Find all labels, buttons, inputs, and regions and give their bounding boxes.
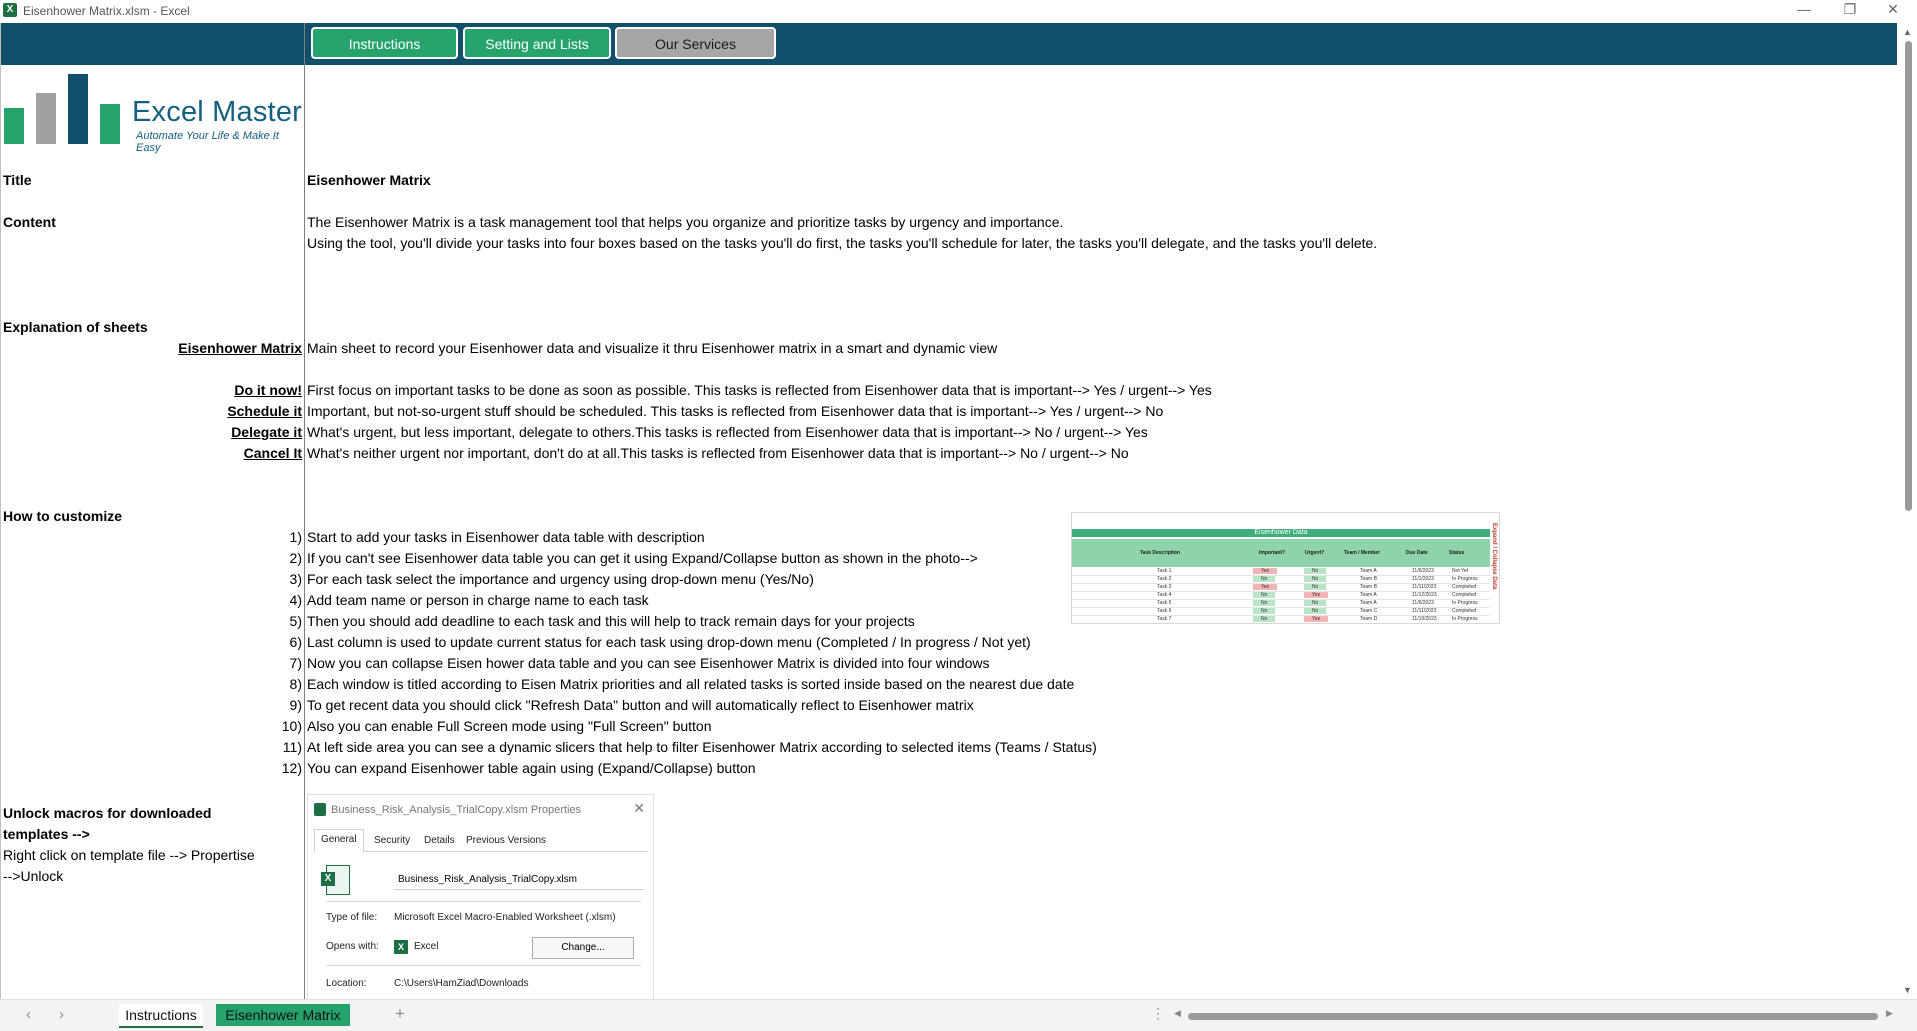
preview-cell: No [1253, 600, 1275, 606]
preview-cell: Not Yet [1452, 568, 1469, 574]
explanation-label: Explanation of sheets [3, 319, 148, 335]
dialog-title: Business_Risk_Analysis_TrialCopy.xlsm Properties [331, 804, 582, 816]
preview-cell: 11/19/2023 [1412, 616, 1437, 622]
column-divider [304, 23, 305, 999]
tab-details: Details [424, 835, 455, 846]
preview-cell: 11/11/2023 [1412, 608, 1437, 614]
close-icon: ✕ [633, 800, 645, 816]
preview-header: Eisenhower Data [1072, 529, 1490, 537]
tab-security: Security [374, 835, 411, 846]
preview-col: Task Description [1140, 550, 1180, 556]
next-sheet-icon[interactable]: › [59, 1006, 64, 1023]
setting-and-lists-button[interactable]: Setting and Lists [463, 27, 611, 59]
preview-cell: Team A [1360, 600, 1377, 606]
step-text: Now you can collapse Eisen hower data table and you can see Eisenhower Matrix is divided into four windows [307, 655, 990, 671]
step-text: For each task select the importance and urgency using drop-down menu (Yes/No) [307, 571, 814, 587]
step-number: 10) [281, 718, 302, 734]
location-label: Location: [326, 978, 367, 989]
preview-cell: No [1304, 576, 1326, 582]
preview-cell: Task 2 [1157, 576, 1172, 582]
eisenhower-data-preview-image [1071, 512, 1500, 624]
preview-cell: No [1304, 608, 1326, 614]
preview-cell: Task 7 [1157, 616, 1172, 622]
unlock-label-1: Unlock macros for downloaded [3, 805, 212, 821]
file-properties-dialog-image [307, 794, 654, 1001]
preview-cell: No [1304, 568, 1326, 574]
content-line-2: Using the tool, you'll divide your tasks into four boxes based on the tasks you'll do first, the tasks you'll schedule for later, the tasks you'll delegate, and the tasks you'll delete. [307, 235, 1378, 251]
scroll-left-icon[interactable]: ◀ [1174, 1008, 1181, 1018]
preview-cell: 11/12/2023 [1412, 592, 1437, 598]
preview-row [1072, 592, 1490, 600]
location-value: C:\Users\HamZiad\Downloads [394, 978, 529, 989]
preview-row [1072, 576, 1490, 584]
desc-schedule-it: Important, but not-so-urgent stuff should be scheduled. This tasks is reflected from Eisenhower data that is important--> Yes / urgent--> No [307, 403, 1164, 419]
step-text: You can expand Eisenhower table again using (Expand/Collapse) button [307, 760, 756, 776]
desc-delegate-it: What's urgent, but less important, delegate to others.This tasks is reflected from Eisenhower data that is important--> No / urgent--> Yes [307, 424, 1148, 440]
scroll-right-icon[interactable]: ▶ [1886, 1008, 1893, 1018]
preview-cell: Team D [1360, 616, 1378, 622]
preview-cell: No [1253, 592, 1275, 598]
link-schedule-it[interactable]: Schedule it [227, 403, 302, 419]
link-eisenhower-matrix[interactable]: Eisenhower Matrix [178, 340, 302, 356]
preview-cell: In Progress [1452, 616, 1478, 622]
preview-col: Status [1449, 550, 1465, 556]
preview-row [1072, 600, 1490, 608]
preview-cell: Task 4 [1157, 592, 1172, 598]
restore-icon[interactable]: ❐ [1843, 1, 1857, 17]
prev-sheet-icon[interactable]: ‹ [26, 1006, 31, 1023]
step-number: 2) [289, 550, 302, 566]
title-label: Title [3, 172, 32, 188]
logo-title: Excel Master [132, 96, 302, 128]
more-options-icon[interactable]: ⋮ [1151, 1005, 1165, 1021]
opens-label: Opens with: [326, 941, 379, 952]
preview-cell: In Progress [1452, 600, 1478, 606]
scroll-down-icon[interactable]: ▼ [1903, 985, 1912, 995]
preview-cell: Team B [1360, 576, 1377, 582]
preview-cell: Team C [1360, 608, 1378, 614]
content-line-1: The Eisenhower Matrix is a task management tool that helps you organize and prioritize tasks by urgency and importance. [307, 214, 1064, 230]
link-cancel-it[interactable]: Cancel It [243, 445, 302, 461]
dialog-tabs [314, 831, 647, 852]
content-label: Content [3, 214, 56, 230]
logo-bar-2 [36, 93, 56, 144]
preview-col: Urgent? [1305, 550, 1325, 556]
preview-cell: No [1304, 584, 1326, 590]
preview-cell: Task 3 [1157, 584, 1172, 590]
preview-row [1072, 584, 1490, 592]
window-title: Eisenhower Matrix.xlsm - Excel [23, 4, 190, 18]
preview-cell: 11/11/2023 [1412, 584, 1437, 590]
header-band [0, 23, 1897, 65]
horizontal-scroll-thumb[interactable] [1188, 1013, 1878, 1020]
preview-cell: No [1304, 600, 1326, 606]
minimize-icon[interactable]: — [1797, 1, 1811, 17]
step-text: Add team name or person in charge name to each task [307, 592, 649, 608]
preview-cell: Yes [1253, 568, 1277, 574]
excel-small-icon: X [394, 940, 408, 954]
sheet-tab-bar [0, 999, 1917, 1031]
preview-col: Team / Member [1344, 550, 1381, 556]
step-number: 7) [289, 655, 302, 671]
filename-field: Business_Risk_Analysis_TrialCopy.xlsm [394, 871, 644, 890]
type-value: Microsoft Excel Macro-Enabled Worksheet (.xlsm) [394, 912, 616, 923]
desc-cancel-it: What's neither urgent nor important, don't do at all.This tasks is reflected from Eisenhower data that is important--> No / urgent--> No [307, 445, 1129, 461]
sheet-tab-eisenhower-matrix[interactable]: Eisenhower Matrix [216, 1004, 350, 1026]
vertical-scrollbar[interactable] [1897, 23, 1917, 999]
left-border [0, 23, 1, 999]
our-services-button[interactable]: Our Services [615, 27, 776, 59]
preview-cell: Team B [1360, 584, 1377, 590]
step-number: 3) [289, 571, 302, 587]
excel-document-icon: X [326, 865, 350, 895]
step-text: Each window is titled according to Eisen Matrix priorities and all related tasks is sorted inside based on the nearest due date [307, 676, 1075, 692]
add-sheet-icon[interactable]: + [395, 1004, 405, 1023]
link-delegate-it[interactable]: Delegate it [231, 424, 302, 440]
step-text: At left side area you can see a dynamic slicers that help to filter Eisenhower Matrix according to selected items (Teams / Status) [307, 739, 1097, 755]
step-text: To get recent data you should click "Refresh Data" button and will automatically reflect to Eisenhower matrix [307, 697, 974, 713]
preview-cell: 11/1/2023 [1412, 576, 1434, 582]
step-number: 4) [289, 592, 302, 608]
desc-eisenhower-matrix: Main sheet to record your Eisenhower data and visualize it thru Eisenhower matrix in a smart and dynamic view [307, 340, 998, 356]
preview-cell: No [1253, 616, 1275, 622]
tab-previous-versions: Previous Versions [466, 835, 547, 846]
customize-label: How to customize [3, 508, 123, 524]
divider [326, 965, 641, 966]
step-number: 6) [289, 634, 302, 650]
step-text: Then you should add deadline to each task and this will help to track remain days for your projects [307, 613, 915, 629]
excel-app-icon: X [3, 3, 17, 17]
step-number: 1) [289, 529, 302, 545]
excel-file-icon [314, 803, 326, 816]
instructions-button[interactable]: Instructions [311, 27, 458, 59]
step-text: If you can't see Eisenhower data table you can get it using Expand/Collapse button as shown in the photo--> [307, 550, 978, 566]
preview-col: Due Date [1406, 550, 1428, 556]
preview-cell: 11/6/2023 [1412, 600, 1434, 606]
preview-cell: Task 1 [1157, 568, 1172, 574]
preview-cell: Yes [1304, 616, 1328, 622]
preview-row [1072, 608, 1490, 616]
step-number: 8) [289, 676, 302, 692]
vertical-scroll-thumb[interactable] [1905, 41, 1912, 511]
preview-cell: 11/6/2023 [1412, 568, 1434, 574]
change-button: Change... [532, 937, 634, 959]
preview-column-headers [1072, 539, 1490, 567]
step-number: 11) [282, 739, 302, 755]
unlock-instruction-1: Right click on template file --> Propertise [3, 847, 255, 863]
logo-bar-3 [68, 74, 88, 144]
window-title-bar [0, 0, 1917, 22]
preview-row [1072, 616, 1490, 624]
preview-cell: No [1253, 576, 1275, 582]
preview-cell: Team A [1360, 568, 1377, 574]
preview-cell: No [1253, 608, 1275, 614]
preview-cell: In Progress [1452, 576, 1478, 582]
step-number: 5) [289, 613, 302, 629]
preview-rows [1072, 568, 1490, 624]
preview-row [1072, 568, 1490, 576]
step-text: Also you can enable Full Screen mode using "Full Screen" button [307, 718, 712, 734]
opens-value: Excel [414, 941, 439, 952]
tab-general: General [314, 829, 364, 852]
preview-cell: Task 5 [1157, 600, 1172, 606]
preview-cell: Completed [1452, 584, 1477, 590]
step-text: Last column is used to update current status for each task using drop-down menu (Completed / In progress / Not yet) [307, 634, 1031, 650]
page-title: Eisenhower Matrix [307, 172, 431, 188]
link-do-it-now[interactable]: Do it now! [234, 382, 302, 398]
step-number: 9) [289, 697, 302, 713]
preview-cell: Team A [1360, 592, 1377, 598]
sheet-tab-instructions[interactable]: Instructions [119, 1004, 203, 1028]
step-number: 12) [281, 760, 302, 776]
scroll-up-icon[interactable]: ▲ [1903, 27, 1912, 37]
logo-bar-1 [4, 108, 24, 144]
preview-cell: Completed [1452, 608, 1477, 614]
logo-bar-4 [100, 104, 120, 144]
close-icon[interactable]: ✕ [1887, 1, 1899, 17]
preview-cell: Completed [1452, 592, 1477, 598]
unlock-label-2: templates --> [3, 826, 90, 842]
type-label: Type of file: [326, 912, 378, 923]
preview-col: Important? [1259, 550, 1286, 556]
desc-do-it-now: First focus on important tasks to be done as soon as possible. This tasks is reflected from Eisenhower data that is important--> Yes / urgent--> Yes [307, 382, 1212, 398]
step-text: Start to add your tasks in Eisenhower data table with description [307, 529, 705, 545]
excel-master-logo [4, 72, 304, 154]
unlock-instruction-2: -->Unlock [3, 868, 64, 884]
divider [326, 901, 641, 902]
preview-cell: Yes [1304, 592, 1328, 598]
expand-collapse-label: Expand / Collapse Data [1491, 523, 1497, 590]
preview-cell: Task 6 [1157, 608, 1172, 614]
preview-cell: Yes [1253, 584, 1277, 590]
logo-tagline: Automate Your Life & Make It Easy [136, 130, 279, 154]
